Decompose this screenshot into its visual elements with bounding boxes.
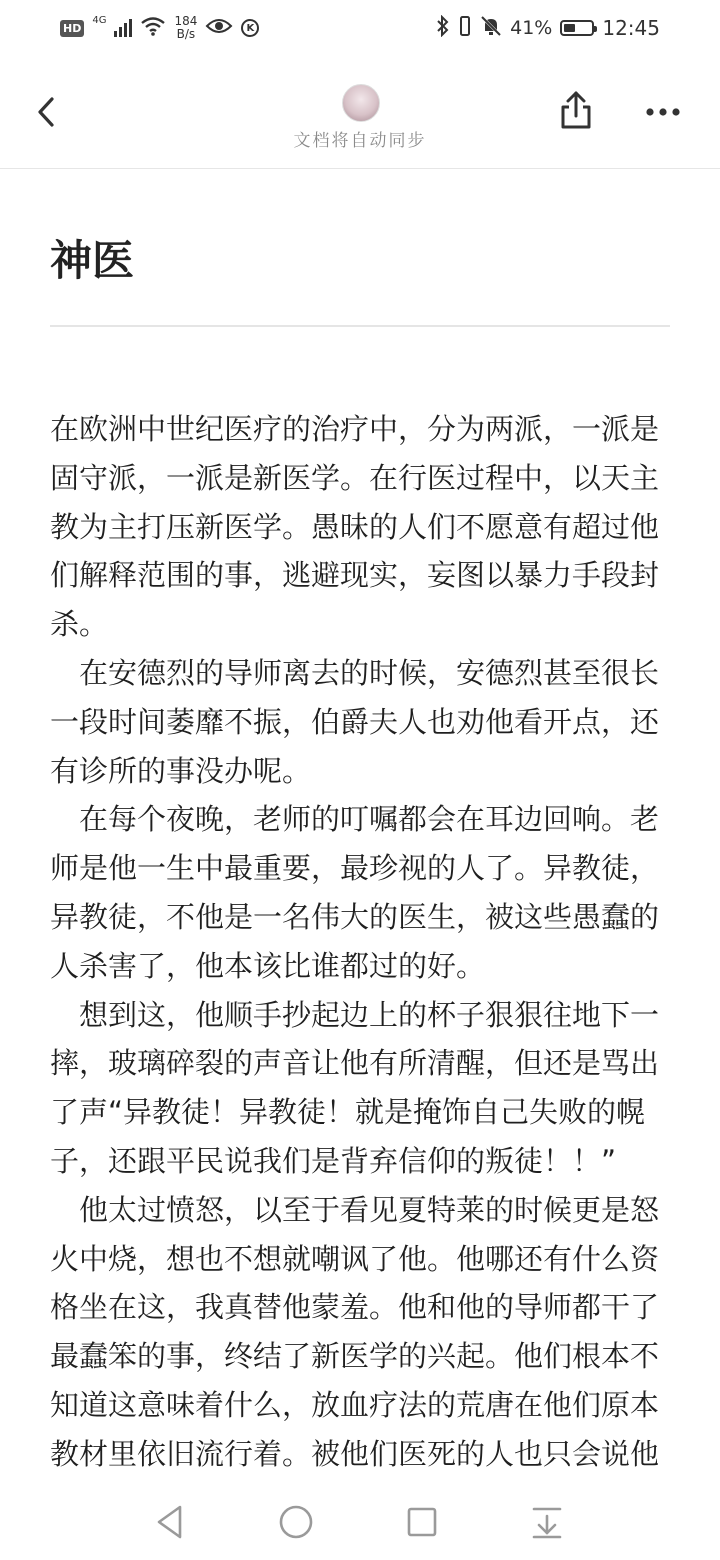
back-triangle-icon (155, 1504, 185, 1540)
status-bar (0, 0, 720, 56)
battery-tip (594, 26, 597, 32)
hide-nav-icon (531, 1505, 563, 1539)
network-speed (174, 15, 197, 41)
paragraph[interactable]: 在每个夜晚，老师的叮嘱都会在耳边回响。老师是他一生中最重要，最珍视的人了。异教徒，异教徒，不他是一名伟大的医生，被这些愚蠢的人杀害了，他本该比谁都过的好。 (50, 802, 660, 983)
network-type-label: 4G (92, 14, 107, 26)
more-button[interactable] (640, 90, 686, 134)
nav-hide-button[interactable] (522, 1500, 572, 1544)
nav-home-button[interactable] (271, 1500, 321, 1544)
document-body[interactable] (50, 405, 672, 1479)
k-icon: K (241, 19, 259, 37)
hd-icon: HD (60, 20, 84, 37)
battery-level (564, 24, 575, 32)
status-left (60, 10, 259, 46)
speed-value: 184 (174, 14, 198, 28)
home-circle-icon (278, 1504, 314, 1540)
paragraph[interactable]: 他太过愤怒，以至于看见夏特莱的时候更是怒火中烧，想也不想就嘲讽了他。他哪还有什么资格坐在这，我真替他蒙羞。他和他的导师都干了最蠢笨的事，终结了新医学的兴起。他们根本不知道这意味着什么，放血疗法的荒唐在他们原本教材里依旧流行着。被他们医死的人也只会说他 (50, 1192, 660, 1471)
battery-percent: 41% (510, 17, 553, 39)
status-right (436, 10, 660, 46)
mute-bell-icon (480, 15, 502, 41)
bluetooth-icon (436, 15, 450, 41)
paragraph[interactable]: 在安德烈的导师离去的时候，安德烈甚至很长一段时间萎靡不振，伯爵夫人也劝他看开点，还有诊所的事没办呢。 (50, 655, 660, 788)
vibrate-icon (458, 15, 472, 41)
nav-back-button[interactable] (145, 1500, 195, 1544)
share-button[interactable] (552, 86, 600, 134)
nav-recents-button[interactable] (397, 1500, 447, 1544)
clock: 12:45 (602, 16, 660, 40)
document-title[interactable]: 神医 (50, 236, 135, 285)
share-icon (560, 90, 592, 130)
back-arrow-icon (36, 96, 56, 128)
wifi-icon (140, 16, 166, 40)
signal-icon (114, 19, 132, 37)
speed-unit: B/s (176, 27, 196, 41)
recents-square-icon (406, 1506, 438, 1538)
eye-icon (205, 17, 233, 39)
system-nav-bar (0, 1490, 720, 1560)
more-icon (646, 108, 680, 116)
sync-status-text: 文档将自动同步 (293, 131, 427, 151)
paragraph[interactable]: 在欧洲中世纪医疗的治疗中，分为两派，一派是固守派，一派是新医学。在行医过程中，以天主教为主打压新医学。愚昧的人们不愿意有超过他们解释范围的事，逃避现实，妄图以暴力手段封杀。 (50, 412, 660, 642)
title-divider (50, 325, 670, 327)
avatar[interactable] (342, 84, 380, 122)
app-header (0, 60, 720, 169)
battery-icon (560, 20, 594, 36)
paragraph[interactable]: 想到这，他顺手抄起边上的杯子狠狠往地下一摔，玻璃碎裂的声音让他有所清醒，但还是骂出了声“异教徒！异教徒！就是掩饰自己失败的幌子，还跟平民说我们是背弃信仰的叛徒！！” (50, 997, 660, 1178)
